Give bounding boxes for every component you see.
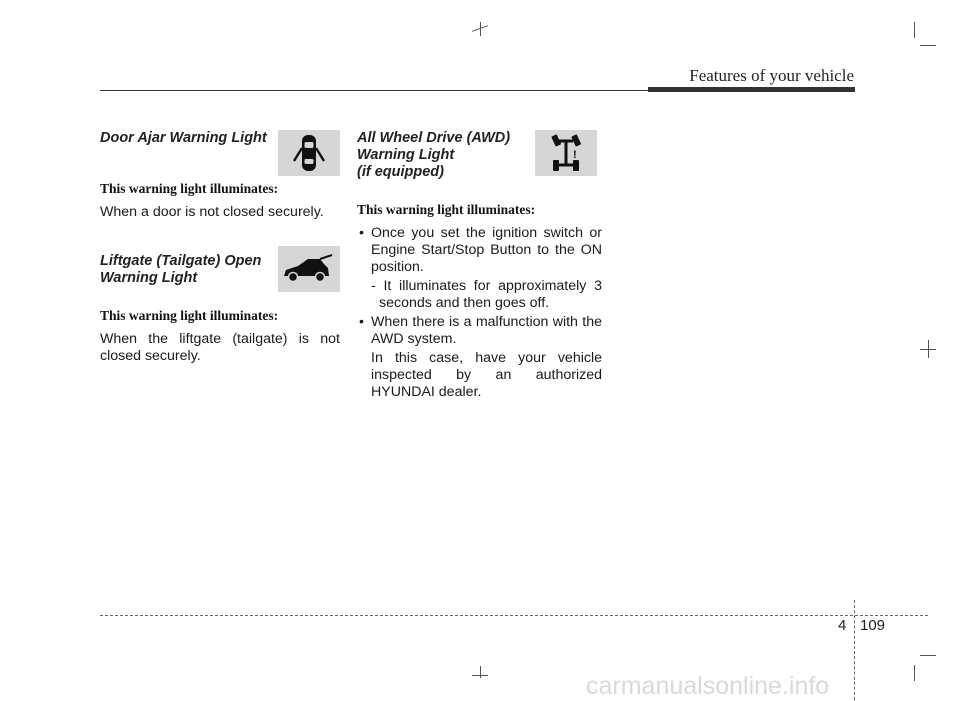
crop-mark bbox=[920, 45, 936, 46]
watermark: carmanualsonline.info bbox=[586, 672, 830, 700]
crop-mark bbox=[472, 675, 488, 676]
liftgate-illuminates-label: This warning light illuminates: bbox=[100, 308, 279, 323]
crop-mark bbox=[914, 22, 915, 38]
awd-bullet-1-sub-text: - It illuminates for approximately 3 seconds and then goes off. bbox=[371, 278, 602, 311]
awd-bullet-1 bbox=[357, 225, 602, 276]
crop-mark bbox=[920, 655, 936, 656]
liftgate-heading-line1: Liftgate (Tailgate) Open bbox=[100, 253, 262, 269]
svg-text:!: ! bbox=[573, 149, 577, 161]
awd-bullet-2 bbox=[357, 314, 602, 348]
crop-mark bbox=[914, 665, 915, 681]
awd-bullet-2-text: When there is a malfunction with the AWD system. bbox=[371, 314, 602, 347]
page-number: 109 bbox=[860, 617, 886, 634]
door-ajar-illuminates-label: This warning light illuminates: bbox=[100, 181, 279, 196]
footer-rule bbox=[100, 615, 928, 616]
awd-bullet-2-note: In this case, have your vehicle inspected by an authorized HYUNDAI dealer. bbox=[371, 350, 602, 400]
page-divider bbox=[854, 600, 855, 700]
awd-heading-line1: All Wheel Drive (AWD) bbox=[357, 130, 511, 146]
door-ajar-heading: Door Ajar Warning Light bbox=[100, 130, 267, 146]
door-ajar-icon bbox=[278, 130, 340, 176]
crop-mark bbox=[920, 349, 936, 350]
crop-mark bbox=[480, 22, 481, 36]
section-title: Features of your vehicle bbox=[689, 66, 854, 85]
bullet-dot: • bbox=[359, 225, 364, 241]
awd-bullet-1-text: Once you set the ignition switch or Engine Start/Stop Button to the ON position. bbox=[371, 225, 602, 275]
awd-heading-line3: (if equipped) bbox=[357, 164, 444, 180]
header-rule bbox=[100, 90, 648, 91]
awd-warning-icon bbox=[535, 130, 597, 176]
liftgate-heading-line2: Warning Light bbox=[100, 270, 198, 286]
crop-mark bbox=[480, 666, 481, 678]
door-ajar-body: When a door is not closed securely. bbox=[100, 204, 324, 220]
awd-bullet-1-sub bbox=[357, 278, 602, 312]
liftgate-open-icon bbox=[278, 246, 340, 292]
liftgate-body: When the liftgate (tailgate) is not closed securely. bbox=[100, 331, 340, 364]
bullet-dot: • bbox=[359, 314, 364, 330]
awd-illuminates-label: This warning light illuminates: bbox=[357, 202, 536, 217]
awd-heading-line2: Warning Light bbox=[357, 147, 455, 163]
chapter-number: 4 bbox=[838, 617, 847, 634]
header-rule-accent bbox=[648, 87, 855, 92]
